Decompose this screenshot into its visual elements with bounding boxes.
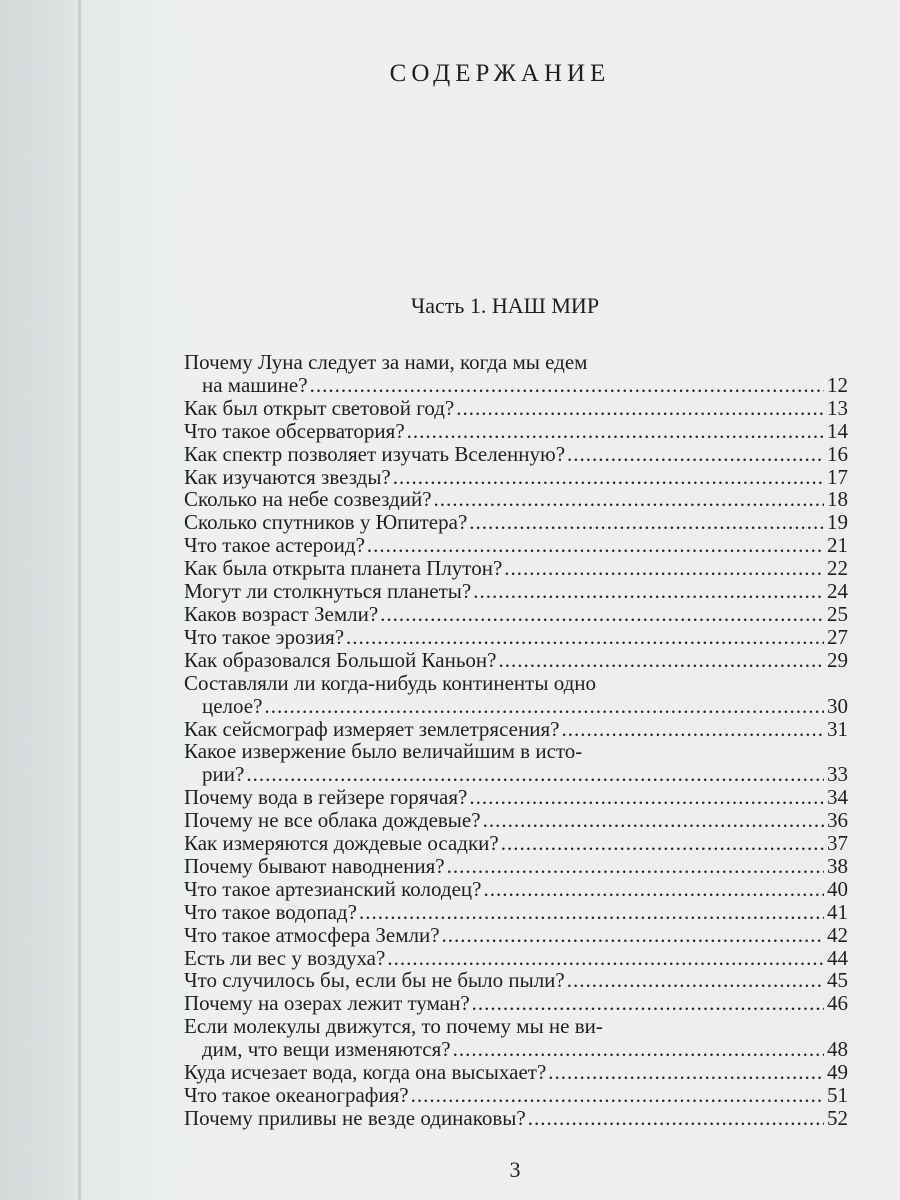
toc-entry-page: 44	[827, 945, 848, 970]
toc-entry-page: 19	[827, 510, 848, 535]
toc-entry-page: 12	[827, 372, 848, 397]
toc-entry	[184, 947, 848, 970]
dot-leader	[567, 969, 824, 992]
toc-entry	[184, 924, 848, 947]
toc-entry-title: Как измеряются дождевые осадки?	[184, 831, 499, 856]
toc-entry-line	[184, 924, 848, 947]
dot-leader	[407, 420, 824, 443]
toc-entry-title: Почему вода в гейзере горячая?	[184, 785, 468, 810]
toc-entry-page: 49	[827, 1060, 848, 1085]
dot-leader	[434, 488, 824, 511]
toc-entry	[184, 488, 848, 511]
toc-entry-line	[184, 947, 848, 970]
toc-entry-line	[184, 695, 848, 718]
toc-entry	[184, 672, 848, 718]
toc-entry	[184, 1107, 848, 1130]
toc-entry-title: Почему Луна следует за нами, когда мы едем	[184, 350, 588, 374]
toc-entry-title: Есть ли вес у воздуха?	[184, 945, 386, 970]
toc-entry-line	[184, 603, 848, 626]
toc-entry	[184, 740, 848, 786]
toc-entry-line	[184, 511, 848, 534]
toc-entry-page: 30	[827, 693, 848, 718]
toc-entry	[184, 901, 848, 924]
toc-entry-line	[184, 420, 848, 443]
book-gutter	[78, 0, 81, 1200]
toc-entry	[184, 1084, 848, 1107]
toc-entry	[184, 626, 848, 649]
toc-entry-line	[184, 855, 848, 878]
toc-entry-page: 18	[827, 487, 848, 512]
toc-entry-page: 22	[827, 556, 848, 581]
toc-entry-page: 29	[827, 647, 848, 672]
toc-entry-line	[184, 718, 848, 741]
toc-entry-page: 24	[827, 579, 848, 604]
toc-entry-title: Как была открыта планета Плутон?	[184, 556, 503, 581]
toc-entry-page: 27	[827, 624, 848, 649]
toc-entry-title: Как спектр позволяет изучать Вселенную?	[184, 441, 566, 466]
toc-entry-page: 21	[827, 533, 848, 558]
toc-entry-line	[184, 626, 848, 649]
toc-entry-title: Каков возраст Земли?	[184, 601, 379, 626]
toc-entry-title: Если молекулы движутся, то почему мы не ви-	[184, 1014, 603, 1039]
dot-leader	[498, 649, 824, 672]
toc-entry	[184, 534, 848, 557]
toc-entry-page: 33	[827, 762, 848, 787]
dot-leader	[561, 718, 824, 741]
dot-leader	[359, 901, 824, 924]
toc-entry-title: дим, что вещи изменяются?	[202, 1037, 451, 1062]
toc-entry-page: 51	[827, 1083, 848, 1107]
toc-entry-page: 17	[827, 464, 848, 489]
toc-entry-line	[184, 1107, 848, 1130]
dot-leader	[501, 832, 824, 855]
toc-entry-line	[184, 740, 848, 763]
toc-entry-line	[184, 1038, 848, 1061]
toc-entry-title: на машине?	[202, 372, 308, 397]
toc-entry-page: 36	[827, 808, 848, 833]
toc-entry-title: Что такое океанография?	[184, 1083, 409, 1107]
toc-entry	[184, 351, 848, 397]
toc-entry-line	[184, 351, 848, 374]
toc-entry	[184, 1015, 848, 1061]
toc-entry	[184, 809, 848, 832]
toc-entry-title: Как образовался Большой Каньон?	[184, 647, 497, 672]
toc-entry	[184, 580, 848, 603]
toc-entry	[184, 992, 848, 1015]
toc-entry-title: Составляли ли когда-нибудь континенты одно	[184, 670, 597, 695]
toc-entry-line	[184, 649, 848, 672]
toc-entry-title: Куда исчезает вода, когда она высыхает?	[184, 1060, 547, 1085]
toc-entry-title: Что такое астероид?	[184, 533, 365, 558]
toc-entry-title: Что случилось бы, если бы не было пыли?	[184, 968, 565, 993]
toc-entry-title: Что такое артезианский колодец?	[184, 876, 482, 901]
toc-entry-page: 13	[827, 395, 848, 420]
dot-leader	[367, 534, 824, 557]
toc-entry-line	[184, 763, 848, 786]
toc-entry-title: Как был открыт световой год?	[184, 395, 455, 420]
toc-entry	[184, 397, 848, 420]
toc-entry-title: Как изучаются звезды?	[184, 464, 391, 489]
toc-entry-title: Какое извержение было величайшим в исто-	[184, 739, 583, 764]
dot-leader	[387, 947, 824, 970]
toc-entry-line	[184, 969, 848, 992]
toc-entry-title: Что такое обсерватория?	[184, 418, 405, 443]
toc-entry-title: Что такое водопад?	[184, 899, 357, 924]
dot-leader	[447, 855, 824, 878]
toc-entry-title: Что такое атмосфера Земли?	[184, 922, 440, 947]
toc-entry	[184, 443, 848, 466]
dot-leader	[528, 1107, 824, 1130]
dot-leader	[469, 786, 824, 809]
toc-entry-page: 45	[827, 968, 848, 993]
toc-entry-line	[184, 992, 848, 1015]
dot-leader	[310, 374, 824, 397]
toc-entry-line	[184, 878, 848, 901]
toc-entry	[184, 1061, 848, 1084]
toc-entry-title: Что такое эрозия?	[184, 624, 345, 649]
dot-leader	[504, 557, 824, 580]
toc-entry	[184, 420, 848, 443]
toc-entry-line	[184, 786, 848, 809]
dot-leader	[380, 603, 824, 626]
toc-entry-line	[184, 1061, 848, 1084]
toc-entry-line	[184, 374, 848, 397]
dot-leader	[472, 992, 824, 1015]
toc-entry-line	[184, 580, 848, 603]
toc-entry-title: Почему приливы не везде одинаковы?	[184, 1105, 526, 1130]
toc-entry	[184, 969, 848, 992]
toc-entry-title: Почему не все облака дождевые?	[184, 808, 481, 833]
dot-leader	[393, 466, 824, 489]
toc-entry-page: 37	[827, 831, 848, 856]
toc-entry	[184, 855, 848, 878]
dot-leader	[567, 443, 824, 466]
toc-entry-page: 41	[827, 899, 848, 924]
page-number: 3	[509, 1157, 521, 1182]
toc-entry	[184, 786, 848, 809]
toc-entry-line	[184, 397, 848, 420]
dot-leader	[264, 695, 824, 718]
dot-leader	[483, 878, 824, 901]
toc-entry-line	[184, 809, 848, 832]
toc-entry-line	[184, 488, 848, 511]
toc-entry-page: 42	[827, 922, 848, 947]
dot-leader	[411, 1084, 824, 1107]
toc-entry-page: 40	[827, 876, 848, 901]
toc-entry-title: рии?	[202, 762, 245, 787]
toc-entry-line	[184, 1015, 848, 1038]
toc-entry	[184, 832, 848, 855]
toc-entry-line	[184, 832, 848, 855]
toc-entry-page: 34	[827, 785, 848, 810]
toc-entry-page: 31	[827, 716, 848, 741]
toc-entry-title: Почему на озерах лежит туман?	[184, 991, 470, 1016]
dot-leader	[453, 1038, 824, 1061]
table-of-contents	[184, 351, 848, 1130]
dot-leader	[483, 809, 824, 832]
toc-entry-title: целое?	[202, 693, 263, 718]
dot-leader	[346, 626, 824, 649]
toc-entry-page: 46	[827, 991, 848, 1016]
toc-entry-title: Как сейсмограф измеряет землетрясения?	[184, 716, 560, 741]
toc-entry	[184, 511, 848, 534]
toc-entry-page: 38	[827, 853, 848, 878]
toc-entry-page: 14	[827, 418, 848, 443]
toc-entry	[184, 603, 848, 626]
toc-entry-line	[184, 672, 848, 695]
toc-entry-line	[184, 443, 848, 466]
toc-entry-page: 16	[827, 441, 848, 466]
dot-leader	[442, 924, 824, 947]
toc-entry-line	[184, 901, 848, 924]
page-title: СОДЕРЖАНИЕ	[389, 60, 611, 87]
toc-entry-title: Могут ли столкнуться планеты?	[184, 579, 472, 604]
toc-entry	[184, 466, 848, 489]
dot-leader	[469, 511, 824, 534]
toc-entry-line	[184, 534, 848, 557]
toc-entry	[184, 557, 848, 580]
dot-leader	[548, 1061, 824, 1084]
toc-entry-page: 52	[827, 1105, 848, 1130]
toc-entry-line	[184, 1084, 848, 1107]
part-heading: Часть 1. НАШ МИР	[410, 293, 600, 318]
toc-entry	[184, 718, 848, 741]
toc-entry	[184, 649, 848, 672]
dot-leader	[456, 397, 824, 420]
toc-entry-title: Почему бывают наводнения?	[184, 853, 445, 878]
toc-entry-title: Сколько спутников у Юпитера?	[184, 510, 468, 535]
toc-entry-line	[184, 466, 848, 489]
toc-entry-title: Сколько на небе созвездий?	[184, 487, 432, 512]
toc-entry-page: 25	[827, 601, 848, 626]
toc-entry	[184, 878, 848, 901]
dot-leader	[473, 580, 824, 603]
toc-entry-page: 48	[827, 1037, 848, 1062]
dot-leader	[246, 763, 824, 786]
toc-entry-line	[184, 557, 848, 580]
